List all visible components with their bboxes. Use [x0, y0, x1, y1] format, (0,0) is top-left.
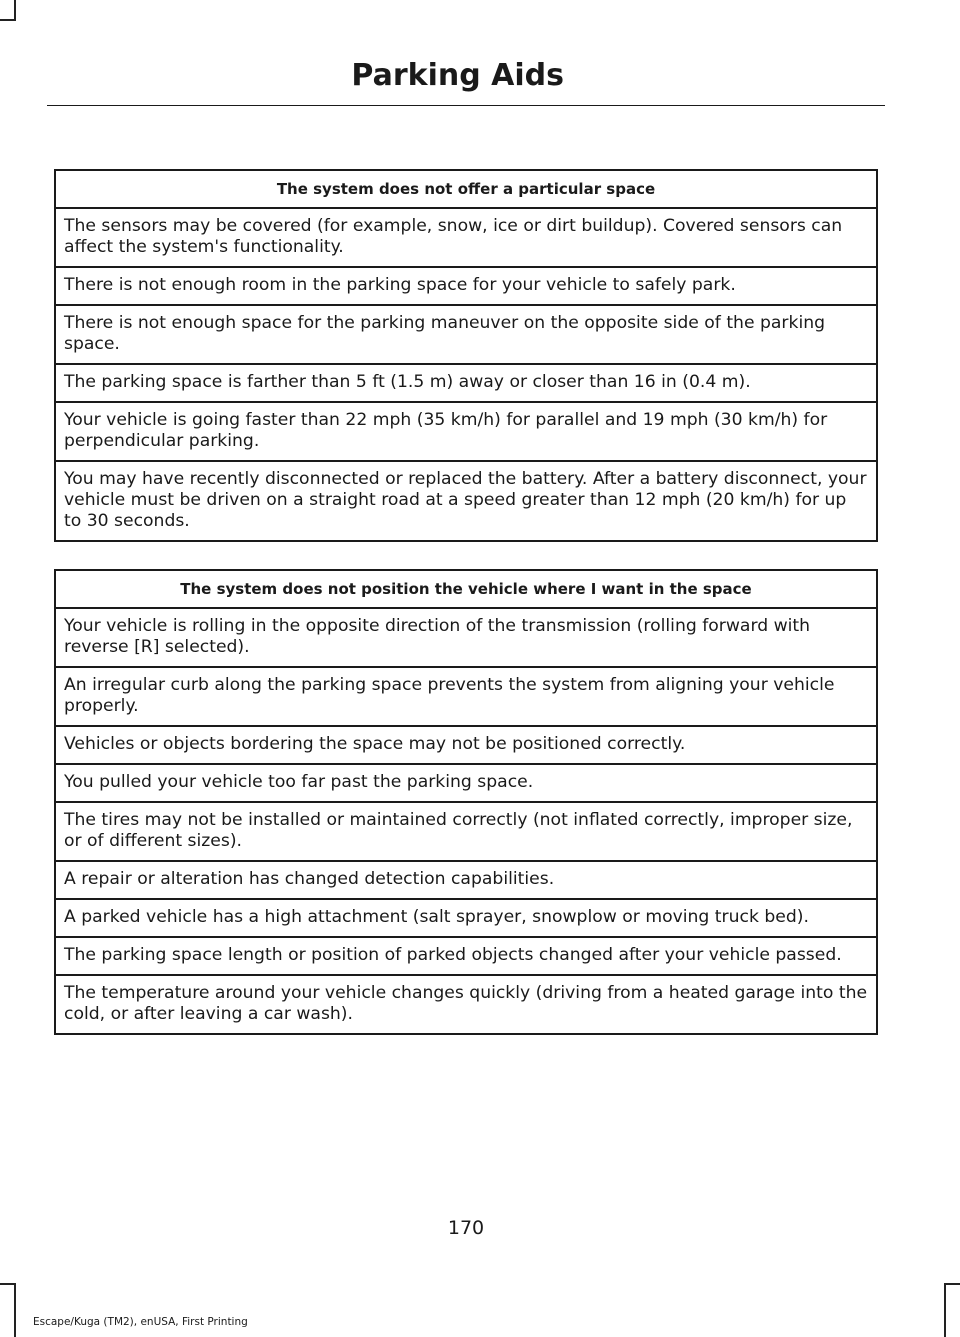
table-cell: The parking space length or position of parked objects changed after your vehicle passed. [55, 937, 877, 975]
crop-mark-top-left [0, 19, 16, 21]
crop-mark-bottom-left [0, 1283, 16, 1285]
table-cell: Your vehicle is rolling in the opposite direction of the transmission (rolling forward with reverse [R] selected). [55, 608, 877, 667]
table-cell: The tires may not be installed or maintained correctly (not inflated correctly, improper size, or of different sizes). [55, 802, 877, 861]
table-row [55, 667, 877, 726]
header-divider [47, 105, 885, 106]
table-row [55, 402, 877, 461]
table-cell: The parking space is farther than 5 ft (1.5 m) away or closer than 16 in (0.4 m). [55, 364, 877, 402]
table-header-row [55, 570, 877, 608]
troubleshooting-table-position-wrong [54, 569, 878, 1035]
table-row [55, 305, 877, 364]
crop-mark-bottom-right [944, 1283, 946, 1337]
crop-mark-bottom-left [14, 1283, 16, 1337]
table-row [55, 208, 877, 267]
troubleshooting-table-space-not-offered [54, 169, 878, 542]
table-cell: There is not enough space for the parking maneuver on the opposite side of the parking space. [55, 305, 877, 364]
edition-footer: Escape/Kuga (TM2), enUSA, First Printing [33, 1316, 248, 1328]
table-row [55, 861, 877, 899]
table-cell: There is not enough room in the parking space for your vehicle to safely park. [55, 267, 877, 305]
table-row [55, 726, 877, 764]
table-row [55, 975, 877, 1034]
table-row [55, 937, 877, 975]
page-title: Parking Aids [351, 58, 564, 93]
table-row [55, 461, 877, 541]
table-row [55, 899, 877, 937]
table-row [55, 764, 877, 802]
table-cell: An irregular curb along the parking space prevents the system from aligning your vehicle properly. [55, 667, 877, 726]
table-row [55, 267, 877, 305]
crop-mark-top-left [14, 0, 16, 20]
table-cell: A repair or alteration has changed detection capabilities. [55, 861, 877, 899]
page-number: 170 [447, 1217, 485, 1239]
table-header-row [55, 170, 877, 208]
table-cell: Vehicles or objects bordering the space may not be positioned correctly. [55, 726, 877, 764]
crop-mark-bottom-right [944, 1283, 960, 1285]
table-cell: You may have recently disconnected or replaced the battery. After a battery disconnect, your vehicle must be driven on a straight road at a speed greater than 12 mph (20 km/h) for up to 30 seconds. [55, 461, 877, 541]
table-heading: The system does not offer a particular space [55, 170, 877, 208]
table-cell: A parked vehicle has a high attachment (salt sprayer, snowplow or moving truck bed). [55, 899, 877, 937]
table-cell: The temperature around your vehicle changes quickly (driving from a heated garage into the cold, or after leaving a car wash). [55, 975, 877, 1034]
table-cell: Your vehicle is going faster than 22 mph (35 km/h) for parallel and 19 mph (30 km/h) for perpendicular parking. [55, 402, 877, 461]
table-row [55, 608, 877, 667]
table-cell: You pulled your vehicle too far past the parking space. [55, 764, 877, 802]
table-row [55, 802, 877, 861]
table-heading: The system does not position the vehicle where I want in the space [55, 570, 877, 608]
table-row [55, 364, 877, 402]
table-cell: The sensors may be covered (for example, snow, ice or dirt buildup). Covered sensors can affect the system's functionality. [55, 208, 877, 267]
